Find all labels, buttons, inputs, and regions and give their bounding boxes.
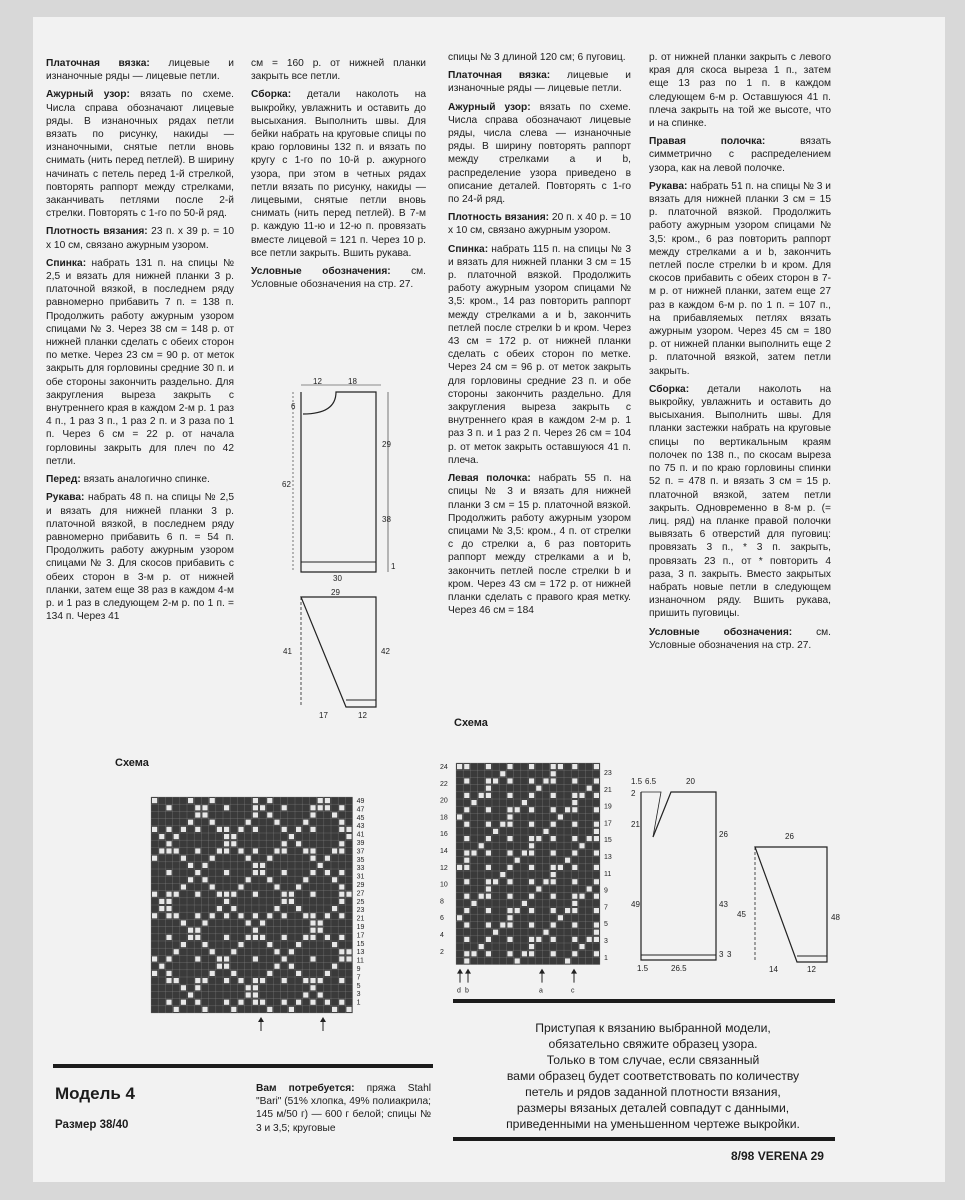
chart-row-label-right: 1: [604, 954, 608, 962]
chart-row-label: 5: [356, 982, 361, 990]
paragraph: спицы № 3 длиной 120 см; 6 пуговиц.: [448, 52, 626, 63]
sleeve-bottom-1: 17: [319, 711, 328, 720]
chart-row-label-right: 17: [604, 820, 612, 828]
paragraph: Плотность вязания: 20 п. х 40 р. = 10 х 10 см, связано ажурным узором.: [448, 212, 631, 237]
paragraph-heading: Рукава:: [649, 180, 688, 192]
chart-row-label: 21: [356, 915, 365, 923]
paragraph-heading: Ажурный узор:: [448, 101, 531, 113]
paragraph-heading: Платочная вязка:: [448, 70, 551, 82]
note-line: петель и рядов заданной плотности вязания,: [525, 1085, 781, 1099]
paragraph: Плотность вязания: 23 п. х 39 р. = 10 х 10 см, связано ажурным узором.: [46, 226, 234, 251]
paragraph: Спинка: набрать 115 п. на спицы № 3 и вязать для нижней планки 3 см = 15 р. платочной вязкой. Продолжить работу ажурным узором спицами № 3,5: кром., 14 раз повторить раппорт между стрелками a и b, закончить петлей после стрелки b и кром. Через 43 см = 172 р. от нижней планки сделать с обеих сторон по метке. Через 24 см = 96 р. от меток закрыть для горловины средние 23 п. и обе стороны закончить раздельно. Для закругления выреза закрыть с внутреннего края в каждом 2-м р. 1 раз 3 п. и 1 раз 2 п. Через 26 см = 104 р. от меток закрыть оставшуюся 41 п. плеча.: [448, 243, 631, 466]
chart-title-1: Схема: [115, 757, 149, 769]
jk-top-3: 20: [686, 777, 695, 786]
text-column-2: [251, 57, 426, 296]
model-title: Модель 4: [55, 1084, 135, 1103]
jk-bottom-1: 1.5: [637, 964, 649, 973]
jk-sleeve-top: 26: [785, 832, 794, 841]
paragraph: Условные обозначения: см. Условные обозначения на стр. 27.: [251, 266, 426, 291]
chart-row-label: 25: [356, 898, 365, 906]
body-pattern-diagram: [282, 377, 411, 583]
paragraph: Условные обозначения: см. Условные обозначения на стр. 27.: [649, 626, 831, 651]
chart-row-label-right: 7: [604, 904, 608, 912]
chart-row-label-left: 22: [440, 780, 448, 788]
jk-left-2: 49: [631, 900, 640, 909]
dim-top-1: 12: [313, 377, 322, 386]
paragraph-heading: Сборка:: [251, 89, 292, 101]
chart-row-label: 37: [356, 848, 365, 856]
page-footer: 8/98 VERENA 29: [731, 1149, 824, 1163]
jacket-sleeve-diagram: [737, 832, 855, 974]
chart-title-2: Схема: [454, 717, 488, 729]
paragraph-heading: Спинка:: [448, 243, 489, 255]
text-column-1: [46, 57, 234, 628]
arrow-label: d: [457, 987, 461, 995]
paragraph-heading: Правая полочка:: [649, 136, 766, 148]
chart-row-label: 39: [356, 840, 365, 847]
gauge-note: [473, 1020, 833, 1132]
chart-row-label: 43: [356, 823, 365, 831]
chart-row-label-left: 2: [440, 948, 444, 956]
paragraph-heading: Плотность вязания:: [448, 212, 550, 224]
paragraph: Платочная вязка: лицевые и изнаночные ряды — лицевые петли.: [448, 70, 631, 95]
jk-bottom-2: 26.5: [671, 964, 687, 973]
dim-right-small: 1: [391, 562, 396, 571]
dim-bottom: 30: [333, 574, 342, 583]
jk-right-small-1: 3: [719, 950, 724, 959]
chart-row-label-right: 9: [604, 887, 608, 895]
magazine-page: [33, 17, 945, 1182]
note-line: Только в том случае, если связанный: [546, 1053, 760, 1067]
jk-right-2: 43: [719, 900, 728, 909]
knitting-chart-1: [111, 777, 371, 1027]
arrow-label: c: [571, 987, 575, 995]
jk-sleeve-left: 45: [737, 910, 746, 919]
chart-row-label: 9: [356, 966, 361, 973]
dim-left-top: 6: [291, 402, 296, 411]
chart-row-label: 29: [356, 882, 365, 889]
note-line: приведенными на уменьшенном чертеже выкройки.: [506, 1117, 800, 1131]
dim-right-1: 29: [382, 440, 391, 449]
paragraph-heading: Платочная вязка:: [46, 58, 150, 69]
paragraph: Платочная вязка: лицевые и изнаночные ряды — лицевые петли.: [46, 58, 234, 83]
paragraph: Рукава: набрать 48 п. на спицы № 2,5 и вязать для нижней планки 3 р. платочной вязкой, в последнем ряду равномерно прибавить 6 п. = 54 п. Продолжить работу ажурным узором спицами № 3. Для скосов прибавить с обеих сторон в 3-м р. от нижней планки, затем еще 38 раз в каждом 4-м р. и 1 раз в следующем 2-м р. по 1 п. = 134 п. Через 41: [46, 492, 234, 623]
chart-row-label-left: 14: [440, 848, 448, 855]
paragraph-heading: Сборка:: [649, 383, 690, 395]
jk-top-2: 6.5: [645, 777, 657, 786]
paragraph-heading: Левая полочка:: [448, 473, 531, 485]
divider-rule-bottom: [453, 1137, 835, 1141]
dim-right-2: 38: [382, 515, 391, 524]
paragraph-heading: Перед:: [46, 474, 81, 486]
jk-sleeve-right: 48: [831, 913, 840, 922]
materials-text: Вам потребуется: пряжа Stahl "Bari" (51% хлопка, 49% полиакрила; 145 м/50 г) — 600 г белой; спицы № 3 и 3,5; круговые: [256, 1083, 431, 1134]
chart-row-label: 31: [356, 873, 365, 881]
chart-row-label: 13: [356, 949, 365, 957]
paragraph-heading: Условные обозначения:: [251, 266, 391, 278]
chart-row-label-left: 18: [440, 814, 448, 822]
chart-row-label: 35: [356, 856, 365, 864]
jk-top-1: 1.5: [631, 777, 643, 786]
paragraph: Сборка: детали наколоть на выкройку, увлажнить и оставить до высыхания. Выполнить швы. Для бейки набрать на круговые спицы по краю горловины 132 п. и вязать по кругу с 1-го по 10-й р. ажурного узора, при этом в четных рядах петли вязать по рисунку, накиды — лицевыми, снятые петли вновь снимать (нить перед петлей). В 7-м р. каждую 11-ю и 12-ю п. провязать вместе лицевой = 121 п. Через 10 р. все петли закрыть. Вшить рукава.: [251, 89, 426, 259]
paragraph: Левая полочка: набрать 55 п. на спицы № 3 и вязать для нижней планки 3 см = 15 р. платочной вязкой. Продолжить работу ажурным узором спицами № 3,5: кром., 4 п. от стрелки c до стрелки a, 6 раз повторить раппорт между стрелками a и b, закончить петлей после стрелки b и кром. Через 43 см = 172 р. от нижней планки сделать с правого края метку. Через 46 см = 184: [448, 473, 631, 617]
jk-sleeve-bottom-1: 14: [769, 965, 778, 974]
jk-right-1: 26: [719, 830, 728, 839]
jk-right-small-2: 3: [727, 950, 732, 959]
chart-row-label-right: 21: [604, 786, 612, 794]
chart-row-label: 45: [356, 814, 365, 822]
chart-row-label: 3: [356, 991, 361, 999]
paragraph: Ажурный узор: вязать по схеме. Числа справа обозначают лицевые ряды. В изнаночных рядах петли вязать по рисунку, накиды — изнаночными, снятые петли вновь снимать (нить перед петлей). В ширину начинать с петель перед 1-й стрелкой, повторять раппорт между стрелками, заканчивать петлями после 2-й стрелки. Повторять с 1-го по 50-й ряд.: [46, 89, 234, 220]
chart-row-label: 15: [356, 940, 365, 948]
chart-row-label-left: 16: [440, 831, 448, 839]
chart-row-label: 47: [356, 806, 365, 814]
chart-row-label-right: 13: [604, 854, 612, 861]
model-size: Размер 38/40: [55, 1119, 129, 1131]
paragraph: Перед: вязать аналогично спинке.: [46, 474, 210, 486]
chart-row-label: 19: [356, 924, 365, 931]
paragraph-heading: Спинка:: [46, 257, 87, 269]
note-line: обязательно свяжите образец узора.: [548, 1037, 758, 1051]
paragraph: Сборка: детали наколоть на выкройку, увлажнить и оставить до высыхания. Выполнить швы. Для планки застежки набрать на круговые спицы по вертикальным краям полочек по 138 п., по скосам выреза по 75 п. и по краю горловины спинки 52 п. = 478 п. и вязать 3 см = 15 р. платочной вязкой, затем петли закрыть. Одновременно в 8-м р. (= лиц. ряд) на планке правой полочки вывязать 6 отверстий для пуговиц: провязать 3 п., * 3 п. закрыть, провязать 23 п., от * повторить 4 раза, 3 п. закрыть. Вместо закрытых набрать новые петли в следующем изнаночном ряду. Вшить рукава, пришить пуговицы.: [649, 383, 831, 620]
chart-row-label: 1: [356, 999, 361, 1007]
jk-left-1: 21: [631, 820, 640, 829]
paragraph: Рукава: набрать 51 п. на спицы № 3 и вязать для нижней планки 3 см = 15 р. платочной вязкой. Продолжить работу ажурным узором спицами № 3,5: кром., 6 раз повторить раппорт между стрелками a и b, закончить петлей после стрелки b и кром. Для скосов прибавить с обеих сторон в 7-м р. от нижней планки, затем еще 27 раз в каждом 6-м р. по 1 п. = 107 п., на прибавляемых петлях вязать ажурным узором. Через 45 см = 180 р. от нижней планки выполнить еще 2 р. платочной вязкой, затем петли закрыть.: [649, 180, 831, 377]
chart-row-label-right: 11: [604, 870, 612, 878]
paragraph-heading: Условные обозначения:: [649, 626, 793, 638]
chart-row-label: 11: [356, 957, 364, 965]
paragraph-heading: Плотность вязания:: [46, 226, 148, 238]
sleeve-pattern-diagram: [283, 587, 411, 720]
jk-sleeve-bottom-2: 12: [807, 965, 816, 974]
paragraph: Ажурный узор: вязать по схеме. Числа справа обозначают лицевые ряды, числа слева — изнаночные ряды. В ширину повторять раппорт между стрелками a и b, распределение узора приведено в описание деталей. Повторять с 1-го по 24-й ряд.: [448, 101, 631, 206]
knitting-chart-2: [438, 743, 612, 995]
chart-row-label: 17: [356, 932, 365, 940]
note-line: вами образец будет соответствовать по количеству: [506, 1069, 800, 1083]
chart-row-label-left: 4: [440, 932, 444, 939]
sleeve-right: 42: [381, 647, 390, 656]
chart-row-label-right: 5: [604, 921, 608, 929]
chart-row-label-left: 20: [440, 797, 448, 805]
chart-row-label-right: 19: [604, 803, 612, 811]
paragraph: р. от нижней планки закрыть с левого края для скоса выреза 1 п., затем еще 13 раз по 1 п. в каждом следующем 6-м р. Оставшуюся 41 п. плеча закрыть на той же высоте, что и на спинке.: [649, 52, 831, 130]
chart-row-label-left: 24: [440, 764, 448, 771]
chart-row-label-left: 8: [440, 898, 444, 906]
chart-row-label-left: 10: [440, 881, 448, 889]
chart-row-label-right: 15: [604, 837, 612, 845]
jacket-pattern-diagram: [631, 777, 741, 977]
note-line: размеры вязаных деталей совпадут с данными,: [516, 1101, 790, 1115]
chart-row-label: 41: [356, 831, 365, 839]
paragraph: см = 160 р. от нижней планки закрыть все петли.: [251, 58, 426, 83]
divider-rule-left: [53, 1064, 433, 1068]
paragraph: Правая полочка: вязать симметрично с распределением узора, как на левой полочке.: [649, 136, 832, 174]
chart-row-label-right: 3: [604, 938, 608, 945]
jk-left-top: 2: [631, 789, 636, 798]
sleeve-bottom-2: 12: [358, 711, 367, 720]
chart-row-label: 49: [356, 798, 365, 805]
text-column-4: [649, 51, 831, 657]
chart-row-label-left: 6: [440, 915, 444, 923]
arrow-label: a: [539, 987, 543, 995]
note-line: Приступая к вязанию выбранной модели,: [535, 1021, 771, 1035]
chart-row-label-right: 23: [604, 770, 612, 777]
chart-row-label-left: 12: [440, 864, 448, 872]
sleeve-top: 29: [331, 588, 340, 597]
chart-row-label: 7: [356, 974, 361, 982]
sleeve-left: 41: [283, 647, 292, 656]
paragraph-heading: Ажурный узор:: [46, 89, 130, 101]
text-column-3: [448, 51, 631, 622]
paragraph: Спинка: набрать 131 п. на спицы № 2,5 и вязать для нижней планки 3 р. платочной вязкой, в последнем ряду равномерно прибавить 7 п. = 138 п. Продолжить работу ажурным узором спицами № 3. Через 38 см = 148 р. от нижней планки сделать с обеих сторон по метке. Через 23 см = 90 р. от меток закрыть для горловины средние 30 п. и обе стороны закончить раздельно. Для закругления выреза закрыть с внутреннего края в каждом 2-м р. 1 раз 4 п., 1 раз 3 п., 1 раз 2 п. и 3 раза по 1 п. Через 6 см = 22 р. от начала горловины закрыть для плеч по 42 петли.: [46, 257, 234, 467]
chart-row-label: 33: [356, 865, 365, 873]
arrow-label: b: [465, 987, 469, 995]
dim-left: 62: [282, 480, 291, 489]
divider-rule-top: [453, 999, 835, 1003]
chart-row-label: 27: [356, 890, 365, 898]
dim-top-2: 18: [348, 377, 357, 386]
chart-row-label: 23: [356, 907, 365, 915]
paragraph-heading: Рукава:: [46, 492, 85, 504]
